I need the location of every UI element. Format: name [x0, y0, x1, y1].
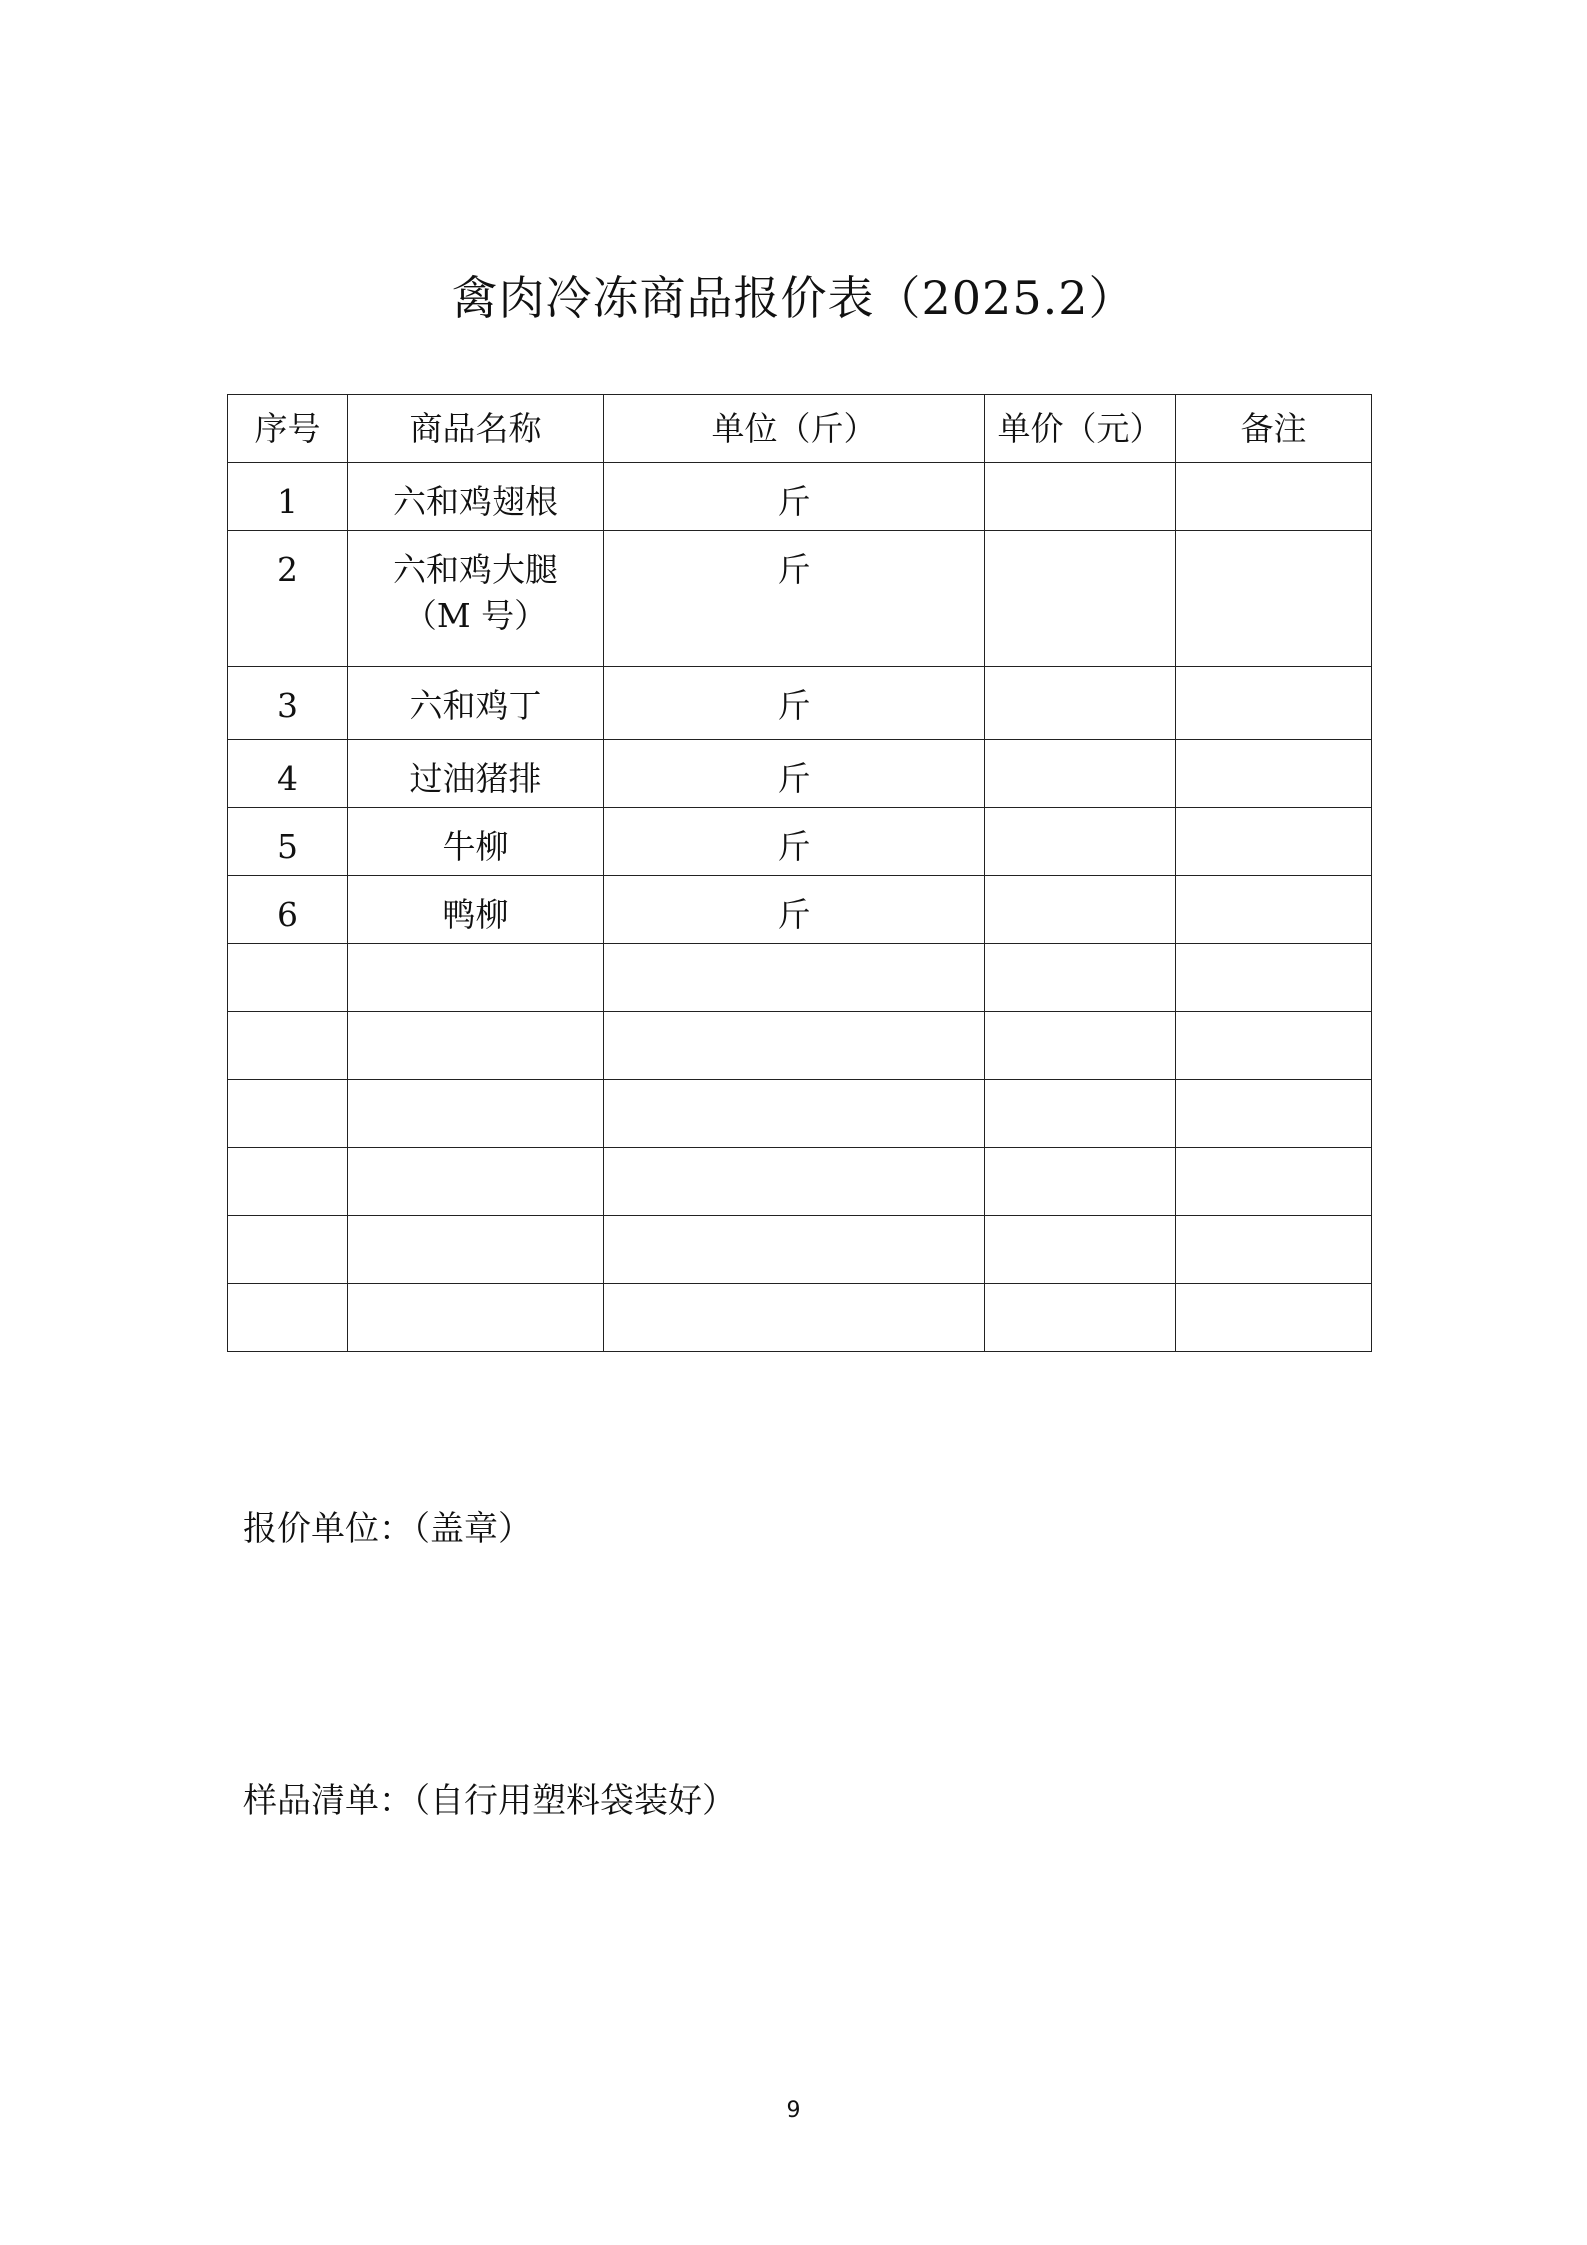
cell-product-name: [348, 876, 604, 944]
table-row: [228, 944, 1372, 1012]
cell-unit: 斤: [604, 463, 985, 531]
table-row: [228, 531, 1372, 667]
header-remark: 备注: [1176, 395, 1372, 463]
cell-index: 1: [228, 463, 348, 531]
table-header-row: [228, 395, 1372, 463]
price-quote-table: [227, 394, 1372, 1352]
cell-unit-price[interactable]: [985, 1216, 1176, 1284]
cell-product-name[interactable]: [348, 1284, 604, 1352]
cell-index[interactable]: [228, 1284, 348, 1352]
page-title: 禽肉冷冻商品报价表（2025.2）: [451, 271, 1136, 325]
cell-remark[interactable]: [1176, 463, 1372, 531]
cell-unit: 斤: [604, 667, 985, 740]
product-name-line: 鸭柳: [442, 895, 509, 934]
sample-list-line: 样品清单：（自行用塑料袋装好）: [243, 1781, 736, 1821]
cell-remark[interactable]: [1176, 1148, 1372, 1216]
cell-remark[interactable]: [1176, 740, 1372, 808]
header-unit-price: 单价（元）: [985, 395, 1176, 463]
cell-unit[interactable]: [604, 1284, 985, 1352]
table-row: [228, 740, 1372, 808]
cell-unit-price[interactable]: [985, 740, 1176, 808]
cell-unit: 斤: [604, 531, 985, 667]
cell-unit: 斤: [604, 808, 985, 876]
table-row: [228, 667, 1372, 740]
cell-unit-price[interactable]: [985, 1012, 1176, 1080]
cell-index: 6: [228, 876, 348, 944]
header-unit: 单位（斤）: [604, 395, 985, 463]
table-row: [228, 1080, 1372, 1148]
table-row: [228, 1012, 1372, 1080]
cell-remark[interactable]: [1176, 1216, 1372, 1284]
page-number: 9: [786, 2098, 801, 2123]
cell-index[interactable]: [228, 1012, 348, 1080]
cell-product-name[interactable]: [348, 944, 604, 1012]
cell-product-name[interactable]: [348, 1012, 604, 1080]
cell-index[interactable]: [228, 1148, 348, 1216]
table-row: [228, 808, 1372, 876]
cell-product-name: [348, 808, 604, 876]
cell-index: 5: [228, 808, 348, 876]
cell-unit-price[interactable]: [985, 531, 1176, 667]
cell-product-name: [348, 667, 604, 740]
cell-unit: 斤: [604, 876, 985, 944]
cell-unit-price[interactable]: [985, 944, 1176, 1012]
cell-remark[interactable]: [1176, 876, 1372, 944]
cell-unit: 斤: [604, 740, 985, 808]
cell-unit-price[interactable]: [985, 1148, 1176, 1216]
cell-unit-price[interactable]: [985, 808, 1176, 876]
table-row: [228, 876, 1372, 944]
cell-product-name: [348, 740, 604, 808]
quoting-unit-line: 报价单位：（盖章）: [243, 1509, 532, 1549]
cell-remark[interactable]: [1176, 1284, 1372, 1352]
cell-product-name[interactable]: [348, 1080, 604, 1148]
product-name-line: （M 号）: [403, 596, 548, 635]
cell-index: 4: [228, 740, 348, 808]
cell-index: 3: [228, 667, 348, 740]
cell-unit[interactable]: [604, 1216, 985, 1284]
cell-product-name[interactable]: [348, 1148, 604, 1216]
product-name-line: 六和鸡翅根: [393, 482, 558, 521]
cell-index: 2: [228, 531, 348, 667]
cell-index[interactable]: [228, 944, 348, 1012]
cell-remark[interactable]: [1176, 808, 1372, 876]
product-name-line: 过油猪排: [409, 759, 542, 798]
cell-unit-price[interactable]: [985, 463, 1176, 531]
cell-index[interactable]: [228, 1216, 348, 1284]
cell-remark[interactable]: [1176, 1012, 1372, 1080]
cell-unit-price[interactable]: [985, 1080, 1176, 1148]
cell-product-name: [348, 463, 604, 531]
cell-remark[interactable]: [1176, 667, 1372, 740]
cell-product-name: [348, 531, 604, 667]
cell-product-name[interactable]: [348, 1216, 604, 1284]
product-name-line: 六和鸡大腿: [393, 550, 558, 589]
cell-unit[interactable]: [604, 944, 985, 1012]
cell-index[interactable]: [228, 1080, 348, 1148]
cell-unit-price[interactable]: [985, 667, 1176, 740]
cell-unit[interactable]: [604, 1012, 985, 1080]
product-name-line: 牛柳: [442, 827, 509, 866]
table-row: [228, 463, 1372, 531]
cell-unit[interactable]: [604, 1148, 985, 1216]
table-row: [228, 1284, 1372, 1352]
cell-unit[interactable]: [604, 1080, 985, 1148]
table-row: [228, 1148, 1372, 1216]
header-index: 序号: [228, 395, 348, 463]
cell-remark[interactable]: [1176, 944, 1372, 1012]
cell-unit-price[interactable]: [985, 876, 1176, 944]
cell-remark[interactable]: [1176, 531, 1372, 667]
cell-remark[interactable]: [1176, 1080, 1372, 1148]
header-product-name: 商品名称: [348, 395, 604, 463]
table-row: [228, 1216, 1372, 1284]
product-name-line: 六和鸡丁: [409, 686, 542, 725]
cell-unit-price[interactable]: [985, 1284, 1176, 1352]
